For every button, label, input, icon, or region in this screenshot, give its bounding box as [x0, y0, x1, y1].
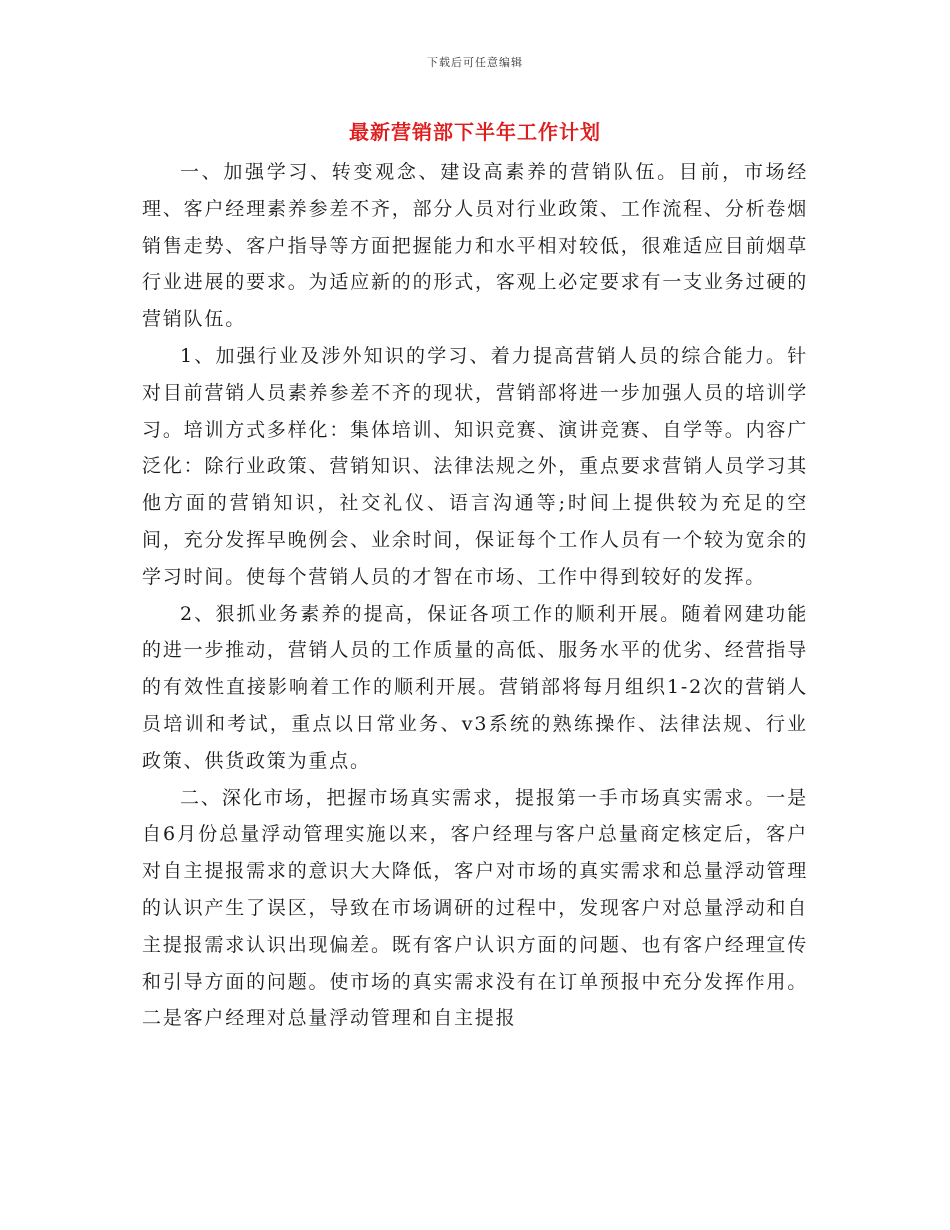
paragraph-2: 1、加强行业及涉外知识的学习、着力提高营销人员的综合能力。针对目前营销人员素养参差不齐的现状，营销部将进一步加强人员的培训学习。培训方式多样化：集体培训、知识竞赛、演讲竞赛、自学等。内容广泛化：除行业政策、营销知识、法律法规之外，重点要求营销人员学习其他方面的营销知识，社交礼仪、语言沟通等;时间上提供较为充足的空间，充分发挥早晚例会、业余时间，保证每个工作人员有一个较为宽余的学习时间。使每个营销人员的才智在市场、工作中得到较好的发挥。: [142, 344, 808, 588]
document-body: [142, 154, 808, 1037]
document-title: 最新营销部下半年工作计划: [349, 120, 601, 144]
paragraph-4: 二、深化市场，把握市场真实需求，提报第一手市场真实需求。一是自6月份总量浮动管理实施以来，客户经理与客户总量商定核定后，客户对自主提报需求的意识大大降低，客户对市场的真实需求和总量浮动管理的认识产生了误区，导致在市场调研的过程中，发现客户对总量浮动和自主提报需求认识出现偏差。既有客户认识方面的问题、也有客户经理宣传和引导方面的问题。使市场的真实需求没有在订单预报中充分发挥作用。二是客户经理对总量浮动管理和自主提报: [142, 786, 808, 1030]
header-note: 下载后可任意编辑: [427, 56, 523, 69]
paragraph-3: 2、狠抓业务素养的提高，保证各项工作的顺利开展。随着网建功能的进一步推动，营销人员的工作质量的高低、服务水平的优劣、经营指导的有效性直接影响着工作的顺利开展。营销部将每月组织1-2次的营销人员培训和考试，重点以日常业务、v3系统的熟练操作、法律法规、行业政策、供货政策为重点。: [142, 602, 808, 772]
paragraph-1: 一、加强学习、转变观念、建设高素养的营销队伍。目前，市场经理、客户经理素养参差不齐，部分人员对行业政策、工作流程、分析卷烟销售走势、客户指导等方面把握能力和水平相对较低，很难适应目前烟草行业进展的要求。为适应新的的形式，客观上必定要求有一支业务过硬的营销队伍。: [142, 161, 808, 331]
